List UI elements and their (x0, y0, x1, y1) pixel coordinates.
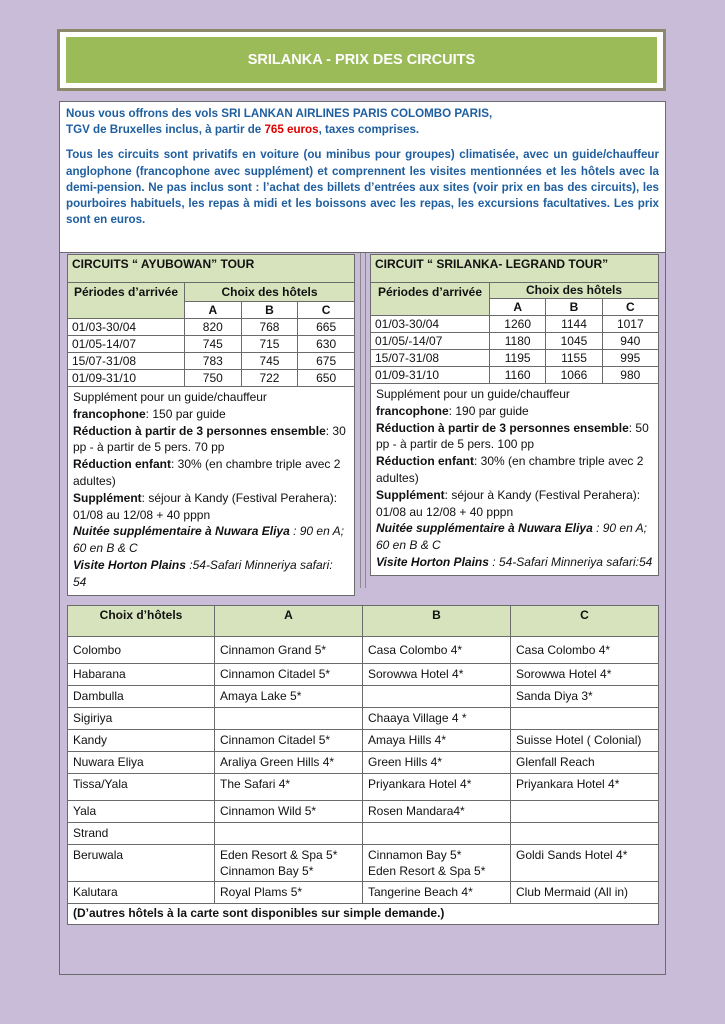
price-cell: 1180 (490, 333, 546, 350)
intro-line-2-post: , taxes comprises. (318, 123, 420, 137)
circuit-legrand (370, 254, 659, 576)
hotels-header: Choix des hôtels (185, 283, 355, 302)
hotel-cell-a: Royal Plams 5* (215, 882, 363, 904)
price-cell: 1160 (490, 367, 546, 384)
hotel-row (68, 664, 659, 686)
note-label: Nuitée supplémentaire à Nuwara Eliya (376, 521, 593, 536)
note-francophone (376, 403, 653, 420)
note-visite (73, 557, 349, 591)
intro-paragraph: Tous les circuits sont privatifs en voiture (ou minibus pour groupes) climatisée, avec un guide/chauffeur anglophone (francophone avec supplément) et comprennent les visites mentionnées et les hôtels avec la demi-pension. Ne pas inclus sont : l’achat des billets d’entrées aux sites (voir prix en bas des circuits), les pourboires habituels, les repas à midi et les boissons avec les repas, les excursions facultatives. Les prix sont en euros. (66, 148, 659, 227)
intro-price: 765 euros (264, 123, 319, 137)
hotel-cell-c: Sanda Diya 3* (511, 686, 659, 708)
price-cell: 722 (241, 370, 298, 387)
circuit-ayubowan (67, 254, 355, 596)
hotel-row (68, 637, 659, 664)
note-value: : 30% (en chambre triple avec 2 adultes) (73, 457, 341, 488)
circuit-price-table (370, 254, 659, 384)
hotel-cell-b: Priyankara Hotel 4* (363, 774, 511, 801)
hotel-row (68, 730, 659, 752)
price-cell: 745 (241, 353, 298, 370)
intro-line-1: Nous vous offrons des vols SRI LANKAN AIRLINES PARIS COLOMBO PARIS, (66, 107, 493, 120)
divider-line (365, 253, 366, 588)
circuit-price-table (67, 254, 355, 387)
hotel-row (68, 882, 659, 904)
hotels-header-cell: C (511, 606, 659, 637)
hotel-cell-a: Araliya Green Hills 4* (215, 752, 363, 774)
price-cell: 980 (602, 367, 658, 384)
price-cell: 630 (298, 336, 355, 353)
hotel-cell-a: Cinnamon Citadel 5* (215, 730, 363, 752)
price-cell: 745 (185, 336, 242, 353)
note-value: : 90 en A; 60 en B & C (73, 524, 345, 556)
hotels-header: Choix des hôtels (490, 283, 659, 299)
price-cell: 783 (185, 353, 242, 370)
note-value: : 50 pp - à partir de 5 pers. 100 pp (376, 420, 649, 452)
hotel-location-cell: Tissa/Yala (68, 774, 215, 801)
hotel-cell-b (363, 823, 511, 845)
table-row (371, 350, 659, 367)
note-value: : 90 en A; 60 en B & C (376, 521, 648, 553)
table-row (68, 336, 355, 353)
hotel-location-cell: Beruwala (68, 845, 215, 882)
price-cell: 1017 (602, 316, 658, 333)
hotel-cell-b: Sorowwa Hotel 4* (363, 664, 511, 686)
price-cell: 1195 (490, 350, 546, 367)
hotel-row (68, 845, 659, 882)
price-cell: 715 (241, 336, 298, 353)
note-label: francophone (73, 406, 146, 421)
period-cell: 01/05-14/07 (68, 336, 185, 353)
hotel-location-cell: Kandy (68, 730, 215, 752)
title-bar (66, 37, 657, 83)
note-supp-guide: Supplément pour un guide/chauffeur (73, 390, 267, 404)
hotel-cell-a: Amaya Lake 5* (215, 686, 363, 708)
note-francophone (73, 406, 349, 423)
hotels-section (67, 605, 659, 925)
hotel-location-cell: Sigiriya (68, 708, 215, 730)
price-cell: 1144 (546, 316, 602, 333)
note-value: :54-Safari Minneriya safari: 54 (73, 557, 333, 589)
hotel-cell-a: Cinnamon Wild 5* (215, 801, 363, 823)
title-frame (57, 29, 666, 91)
hotel-cell-b: Rosen Mandara4* (363, 801, 511, 823)
hotel-cell-a: The Safari 4* (215, 774, 363, 801)
hotel-cell-a: Cinnamon Grand 5* (215, 637, 363, 664)
hotel-cell-b: Green Hills 4* (363, 752, 511, 774)
hotels-header-cell: Choix d’hôtels (68, 606, 215, 637)
hotel-cell-a: Eden Resort & Spa 5* Cinnamon Bay 5* (215, 845, 363, 882)
periods-header: Périodes d’arrivée (68, 283, 185, 319)
note-supp-guide: Supplément pour un guide/chauffeur (376, 387, 570, 401)
hotel-location-cell: Kalutara (68, 882, 215, 904)
hotel-row (68, 823, 659, 845)
hotel-cell-c: Glenfall Reach (511, 752, 659, 774)
hotel-location-cell: Habarana (68, 664, 215, 686)
note-label: Visite Horton Plains (73, 557, 186, 572)
price-cell: 940 (602, 333, 658, 350)
intro-line-2 (66, 122, 659, 138)
table-row (371, 316, 659, 333)
hotel-cell-c (511, 801, 659, 823)
hotel-cell-c: Club Mermaid (All in) (511, 882, 659, 904)
hotel-location-cell: Colombo (68, 637, 215, 664)
hotel-cell-a (215, 823, 363, 845)
hotel-cell-b: Tangerine Beach 4* (363, 882, 511, 904)
table-row (371, 367, 659, 384)
note-label: Réduction à partir de 3 personnes ensemble (73, 423, 326, 438)
note-nuitee (73, 523, 349, 557)
hotel-location-cell: Nuwara Eliya (68, 752, 215, 774)
note-value: : séjour à Kandy (Festival Perahera): 01/08 au 12/08 + 40 pppn (376, 487, 641, 519)
note-reduction-child (376, 453, 653, 487)
table-row (68, 353, 355, 370)
note-nuitee (376, 520, 653, 554)
hotel-cell-c: Sorowwa Hotel 4* (511, 664, 659, 686)
hotel-cell-c (511, 823, 659, 845)
price-cell: 1045 (546, 333, 602, 350)
note-reduction-group (73, 423, 349, 457)
col-header-b: B (241, 302, 298, 319)
hotels-footer-row (68, 904, 659, 925)
note-label: Visite Horton Plains (376, 554, 489, 569)
note-supplement (376, 487, 653, 521)
hotel-cell-b: Chaaya Village 4 * (363, 708, 511, 730)
note-label: Réduction enfant (73, 457, 171, 472)
hotel-cell-c: Goldi Sands Hotel 4* (511, 845, 659, 882)
col-header-a: A (185, 302, 242, 319)
hotel-row (68, 752, 659, 774)
col-header-a: A (490, 299, 546, 316)
hotels-header-cell: B (363, 606, 511, 637)
period-cell: 01/03-30/04 (371, 316, 490, 333)
intro-line-2-pre: TGV de Bruxelles inclus, à partir de (66, 123, 265, 137)
divider-line (360, 253, 361, 588)
period-cell: 01/05/-14/07 (371, 333, 490, 350)
hotel-row (68, 801, 659, 823)
hotel-row (68, 686, 659, 708)
hotel-cell-a (215, 708, 363, 730)
price-cell: 650 (298, 370, 355, 387)
note-reduction-child (73, 456, 349, 490)
col-header-b: B (546, 299, 602, 316)
hotel-cell-a: Cinnamon Citadel 5* (215, 664, 363, 686)
hotel-row (68, 774, 659, 801)
hotel-location-cell: Yala (68, 801, 215, 823)
hotel-location-cell: Dambulla (68, 686, 215, 708)
col-header-c: C (298, 302, 355, 319)
note-visite (376, 554, 653, 571)
note-value: : 30 pp - à partir de 5 pers. 70 pp (73, 423, 346, 455)
hotel-cell-b: Cinnamon Bay 5* Eden Resort & Spa 5* (363, 845, 511, 882)
note-label: Supplément (376, 487, 445, 502)
note-value: : 54-Safari Minneriya safari:54 (488, 554, 653, 569)
note-label: francophone (376, 403, 449, 418)
period-cell: 01/09-31/10 (68, 370, 185, 387)
note-label: Réduction enfant (376, 454, 474, 469)
hotel-cell-b (363, 686, 511, 708)
hotel-cell-b: Casa Colombo 4* (363, 637, 511, 664)
note-value: : 150 par guide (145, 406, 226, 421)
hotel-location-cell: Strand (68, 823, 215, 845)
note-value: : 30% (en chambre triple avec 2 adultes) (376, 454, 644, 485)
circuit-notes (67, 387, 355, 596)
note-label: Supplément (73, 490, 142, 505)
table-row (68, 319, 355, 336)
price-cell: 1260 (490, 316, 546, 333)
period-cell: 01/03-30/04 (68, 319, 185, 336)
note-supplement (73, 490, 349, 524)
price-cell: 1066 (546, 367, 602, 384)
hotel-cell-c: Suisse Hotel ( Colonial) (511, 730, 659, 752)
hotel-cell-b: Amaya Hills 4* (363, 730, 511, 752)
hotels-footer-note: (D’autres hôtels à la carte sont disponibles sur simple demande.) (68, 904, 659, 925)
price-cell: 665 (298, 319, 355, 336)
price-cell: 675 (298, 353, 355, 370)
price-cell: 1155 (546, 350, 602, 367)
hotels-table (67, 605, 659, 925)
table-row (68, 370, 355, 387)
note-label: Nuitée supplémentaire à Nuwara Eliya (73, 524, 290, 539)
hotel-row (68, 708, 659, 730)
periods-header: Périodes d’arrivée (371, 283, 490, 316)
note-label: Réduction à partir de 3 personnes ensemble (376, 420, 629, 435)
price-cell: 750 (185, 370, 242, 387)
period-cell: 15/07-31/08 (68, 353, 185, 370)
page-title: SRILANKA - PRIX DES CIRCUITS (247, 52, 476, 68)
price-cell: 995 (602, 350, 658, 367)
intro-box (59, 101, 666, 253)
hotels-header-cell: A (215, 606, 363, 637)
col-header-c: C (602, 299, 658, 316)
hotel-cell-c (511, 708, 659, 730)
circuit-title: CIRCUITS “ AYUBOWAN” TOUR (68, 255, 355, 283)
circuit-title: CIRCUIT “ SRILANKA- LEGRAND TOUR” (371, 255, 659, 283)
circuit-notes (370, 384, 659, 576)
price-cell: 820 (185, 319, 242, 336)
hotel-cell-c: Casa Colombo 4* (511, 637, 659, 664)
table-row (371, 333, 659, 350)
note-value: : 190 par guide (448, 403, 529, 418)
hotel-cell-c: Priyankara Hotel 4* (511, 774, 659, 801)
period-cell: 01/09-31/10 (371, 367, 490, 384)
note-reduction-group (376, 420, 653, 454)
period-cell: 15/07-31/08 (371, 350, 490, 367)
price-cell: 768 (241, 319, 298, 336)
note-value: : séjour à Kandy (Festival Perahera): 01/08 au 12/08 + 40 pppn (73, 490, 338, 522)
